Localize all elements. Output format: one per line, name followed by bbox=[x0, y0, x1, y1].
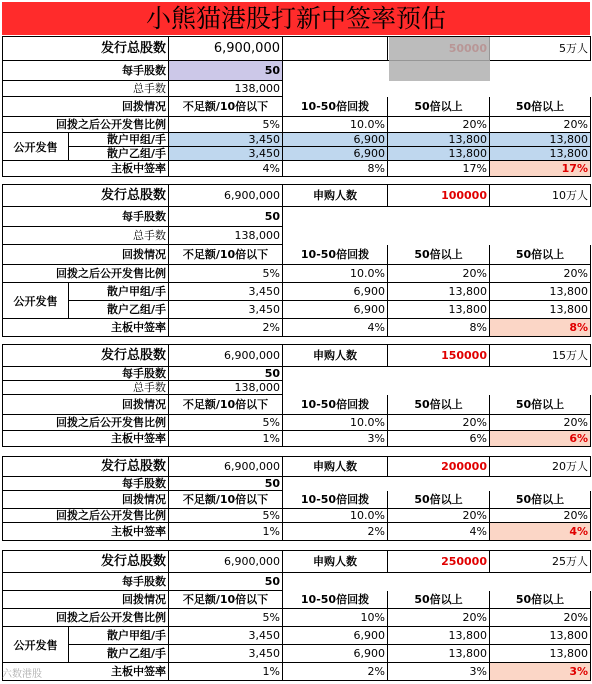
page-title: 小熊猫港股打新中签率预估 bbox=[2, 2, 590, 35]
value-total-shares: 6,900,000 bbox=[169, 37, 283, 61]
value-lot-size: 50 bbox=[169, 367, 283, 381]
group-b-col-3: 13,800 bbox=[388, 301, 490, 319]
row-lot-size bbox=[3, 573, 591, 591]
ratio-col-1: 5% bbox=[169, 509, 283, 523]
label-applicants: 申购人数 bbox=[283, 551, 388, 573]
row-clawback-header bbox=[3, 591, 591, 609]
ratio-col-1: 5% bbox=[169, 609, 283, 627]
header-col-4: 50倍以上 bbox=[490, 491, 591, 509]
cell-blank bbox=[283, 37, 388, 61]
group-b-col-2: 6,900 bbox=[283, 301, 388, 319]
label-public-offer: 公开发售 bbox=[3, 133, 69, 161]
label-ratio: 回拨之后公开发售比例 bbox=[3, 117, 169, 133]
row-lot-size bbox=[3, 61, 591, 81]
label-clawback: 回拨情况 bbox=[3, 97, 169, 117]
group-a-col-2: 6,900 bbox=[283, 283, 388, 301]
value-lot-size: 50 bbox=[169, 573, 283, 591]
rate-col-2: 8% bbox=[283, 161, 388, 177]
group-a-col-2: 6,900 bbox=[283, 133, 388, 147]
row-total-shares bbox=[3, 185, 591, 207]
label-total-shares: 发行总股数 bbox=[3, 345, 169, 367]
value-total-shares: 6,900,000 bbox=[169, 185, 283, 207]
header-col-2: 10-50倍回拨 bbox=[283, 591, 388, 609]
rate-col-4: 8% bbox=[490, 319, 591, 337]
header-col-3: 50倍以上 bbox=[388, 395, 490, 415]
header-col-1: 不足额/10倍以下 bbox=[169, 591, 283, 609]
row-total-shares bbox=[3, 345, 591, 367]
label-rate: 主板中签率 bbox=[3, 431, 169, 447]
group-a-col-1: 3,450 bbox=[169, 283, 283, 301]
row-ratio bbox=[3, 265, 591, 283]
ratio-col-3: 20% bbox=[388, 609, 490, 627]
rate-col-1: 1% bbox=[169, 523, 283, 541]
group-a-col-4: 13,800 bbox=[490, 133, 591, 147]
label-lot-size: 每手股数 bbox=[3, 477, 169, 491]
header-col-3: 50倍以上 bbox=[388, 245, 490, 265]
value-applicants-label: 20万人 bbox=[490, 457, 591, 477]
label-lot-size: 每手股数 bbox=[3, 207, 169, 227]
label-lot-size: 每手股数 bbox=[3, 573, 169, 591]
row-clawback-header bbox=[3, 491, 591, 509]
header-col-2: 10-50倍回拨 bbox=[283, 395, 388, 415]
group-b-col-4: 13,800 bbox=[490, 301, 591, 319]
label-clawback: 回拨情况 bbox=[3, 245, 169, 265]
value-applicants-label: 5万人 bbox=[490, 37, 591, 61]
row-group-a bbox=[3, 283, 591, 301]
header-col-4: 50倍以上 bbox=[490, 395, 591, 415]
ratio-col-2: 10% bbox=[283, 609, 388, 627]
label-group-a: 散户甲组/手 bbox=[69, 283, 169, 301]
label-group-b: 散户乙组/手 bbox=[69, 301, 169, 319]
row-total-shares bbox=[3, 457, 591, 477]
label-total-shares: 发行总股数 bbox=[3, 551, 169, 573]
label-group-b: 散户乙组/手 bbox=[69, 147, 169, 161]
rate-col-1: 1% bbox=[169, 663, 283, 681]
value-lot-size: 50 bbox=[169, 61, 283, 81]
group-b-col-3: 13,800 bbox=[388, 645, 490, 663]
row-group-a bbox=[3, 627, 591, 645]
label-lot-size: 每手股数 bbox=[3, 61, 169, 81]
label-rate: 主板中签率 bbox=[3, 663, 169, 681]
label-rate: 主板中签率 bbox=[3, 161, 169, 177]
group-b-col-1: 3,450 bbox=[169, 301, 283, 319]
rate-col-1: 4% bbox=[169, 161, 283, 177]
rate-col-2: 4% bbox=[283, 319, 388, 337]
label-clawback: 回拨情况 bbox=[3, 591, 169, 609]
value-lot-size: 50 bbox=[169, 207, 283, 227]
label-total-shares: 发行总股数 bbox=[3, 185, 169, 207]
estimate-table-250000 bbox=[2, 550, 591, 681]
header-col-1: 不足额/10倍以下 bbox=[169, 395, 283, 415]
value-applicants: 100000 bbox=[388, 185, 490, 207]
group-b-col-3: 13,800 bbox=[388, 147, 490, 161]
row-clawback-header bbox=[3, 395, 591, 415]
group-a-col-4: 13,800 bbox=[490, 627, 591, 645]
label-total-lots: 总手数 bbox=[3, 381, 169, 395]
label-total-lots: 总手数 bbox=[3, 81, 169, 97]
group-a-col-3: 13,800 bbox=[388, 133, 490, 147]
label-ratio: 回拨之后公开发售比例 bbox=[3, 265, 169, 283]
value-total-shares: 6,900,000 bbox=[169, 551, 283, 573]
header-col-2: 10-50倍回拨 bbox=[283, 97, 388, 117]
rate-col-4: 17% bbox=[490, 161, 591, 177]
group-a-col-2: 6,900 bbox=[283, 627, 388, 645]
value-applicants-label: 25万人 bbox=[490, 551, 591, 573]
ratio-col-3: 20% bbox=[388, 509, 490, 523]
header-col-4: 50倍以上 bbox=[490, 245, 591, 265]
value-applicants-label: 10万人 bbox=[490, 185, 591, 207]
row-total-lots bbox=[3, 81, 591, 97]
value-total-lots: 138,000 bbox=[169, 227, 283, 245]
header-col-1: 不足额/10倍以下 bbox=[169, 491, 283, 509]
group-b-col-4: 13,800 bbox=[490, 645, 591, 663]
estimate-table-100000 bbox=[2, 184, 591, 337]
rate-col-3: 17% bbox=[388, 161, 490, 177]
group-a-col-1: 3,450 bbox=[169, 627, 283, 645]
ratio-col-2: 10.0% bbox=[283, 415, 388, 431]
value-applicants: 200000 bbox=[388, 457, 490, 477]
rate-col-3: 3% bbox=[388, 663, 490, 681]
row-ratio bbox=[3, 509, 591, 523]
value-total-shares: 6,900,000 bbox=[169, 457, 283, 477]
ratio-col-1: 5% bbox=[169, 117, 283, 133]
label-public-offer: 公开发售 bbox=[3, 283, 69, 319]
label-rate: 主板中签率 bbox=[3, 319, 169, 337]
label-applicants: 申购人数 bbox=[283, 345, 388, 367]
row-clawback-header bbox=[3, 97, 591, 117]
row-total-shares bbox=[3, 551, 591, 573]
row-total-shares bbox=[3, 37, 591, 61]
group-b-col-4: 13,800 bbox=[490, 147, 591, 161]
watermark: 六数港股 bbox=[2, 669, 42, 680]
row-ratio bbox=[3, 117, 591, 133]
row-lot-size bbox=[3, 207, 591, 227]
label-group-b: 散户乙组/手 bbox=[69, 645, 169, 663]
ratio-col-2: 10.0% bbox=[283, 509, 388, 523]
ratio-col-3: 20% bbox=[388, 415, 490, 431]
group-b-col-1: 3,450 bbox=[169, 645, 283, 663]
value-applicants: 250000 bbox=[388, 551, 490, 573]
row-group-b bbox=[3, 147, 591, 161]
group-a-col-1: 3,450 bbox=[169, 133, 283, 147]
ratio-col-3: 20% bbox=[388, 117, 490, 133]
group-a-col-3: 13,800 bbox=[388, 627, 490, 645]
header-col-1: 不足额/10倍以下 bbox=[169, 97, 283, 117]
header-col-1: 不足额/10倍以下 bbox=[169, 245, 283, 265]
rate-col-3: 8% bbox=[388, 319, 490, 337]
label-lot-size: 每手股数 bbox=[3, 367, 169, 381]
ratio-col-2: 10.0% bbox=[283, 265, 388, 283]
header-col-4: 50倍以上 bbox=[490, 591, 591, 609]
header-col-2: 10-50倍回拨 bbox=[283, 491, 388, 509]
ratio-col-4: 20% bbox=[490, 117, 591, 133]
row-lot-size bbox=[3, 477, 591, 491]
header-col-4: 50倍以上 bbox=[490, 97, 591, 117]
estimate-table-50000 bbox=[2, 36, 591, 177]
estimate-table-200000 bbox=[2, 456, 591, 541]
rate-col-2: 2% bbox=[283, 523, 388, 541]
ratio-col-1: 5% bbox=[169, 415, 283, 431]
label-total-lots: 总手数 bbox=[3, 227, 169, 245]
rate-col-3: 6% bbox=[388, 431, 490, 447]
rate-col-4: 6% bbox=[490, 431, 591, 447]
label-group-a: 散户甲组/手 bbox=[69, 133, 169, 147]
header-col-3: 50倍以上 bbox=[388, 97, 490, 117]
row-group-a bbox=[3, 133, 591, 147]
label-total-shares: 发行总股数 bbox=[3, 37, 169, 61]
ratio-col-1: 5% bbox=[169, 265, 283, 283]
estimate-table-150000 bbox=[2, 344, 591, 447]
rate-col-1: 1% bbox=[169, 431, 283, 447]
value-applicants-label: 15万人 bbox=[490, 345, 591, 367]
row-rate bbox=[3, 161, 591, 177]
label-public-offer: 公开发售 bbox=[3, 627, 69, 663]
row-ratio bbox=[3, 415, 591, 431]
group-b-col-2: 6,900 bbox=[283, 645, 388, 663]
ratio-col-2: 10.0% bbox=[283, 117, 388, 133]
label-rate: 主板中签率 bbox=[3, 523, 169, 541]
row-rate bbox=[3, 319, 591, 337]
row-clawback-header bbox=[3, 245, 591, 265]
group-a-col-3: 13,800 bbox=[388, 283, 490, 301]
ratio-col-4: 20% bbox=[490, 265, 591, 283]
row-group-b bbox=[3, 645, 591, 663]
rate-col-4: 4% bbox=[490, 523, 591, 541]
label-applicants: 申购人数 bbox=[283, 457, 388, 477]
label-group-a: 散户甲组/手 bbox=[69, 627, 169, 645]
label-applicants: 申购人数 bbox=[283, 185, 388, 207]
value-total-lots: 138,000 bbox=[169, 81, 283, 97]
group-b-col-2: 6,900 bbox=[283, 147, 388, 161]
row-group-b bbox=[3, 301, 591, 319]
ratio-col-3: 20% bbox=[388, 265, 490, 283]
row-ratio bbox=[3, 609, 591, 627]
row-rate bbox=[3, 431, 591, 447]
label-ratio: 回拨之后公开发售比例 bbox=[3, 609, 169, 627]
rate-col-3: 4% bbox=[388, 523, 490, 541]
group-a-col-4: 13,800 bbox=[490, 283, 591, 301]
ratio-col-4: 20% bbox=[490, 415, 591, 431]
rate-col-2: 3% bbox=[283, 431, 388, 447]
label-clawback: 回拨情况 bbox=[3, 491, 169, 509]
row-lot-size bbox=[3, 367, 591, 381]
label-clawback: 回拨情况 bbox=[3, 395, 169, 415]
rate-col-4: 3% bbox=[490, 663, 591, 681]
header-col-2: 10-50倍回拨 bbox=[283, 245, 388, 265]
rate-col-1: 2% bbox=[169, 319, 283, 337]
label-ratio: 回拨之后公开发售比例 bbox=[3, 509, 169, 523]
label-total-shares: 发行总股数 bbox=[3, 457, 169, 477]
value-applicants: 150000 bbox=[388, 345, 490, 367]
ratio-col-4: 20% bbox=[490, 609, 591, 627]
value-total-shares: 6,900,000 bbox=[169, 345, 283, 367]
value-total-lots: 138,000 bbox=[169, 381, 283, 395]
header-col-3: 50倍以上 bbox=[388, 591, 490, 609]
row-total-lots bbox=[3, 227, 591, 245]
label-ratio: 回拨之后公开发售比例 bbox=[3, 415, 169, 431]
header-col-3: 50倍以上 bbox=[388, 491, 490, 509]
group-b-col-1: 3,450 bbox=[169, 147, 283, 161]
row-total-lots bbox=[3, 381, 591, 395]
row-rate bbox=[3, 663, 591, 681]
row-rate bbox=[3, 523, 591, 541]
value-lot-size: 50 bbox=[169, 477, 283, 491]
rate-col-2: 2% bbox=[283, 663, 388, 681]
ratio-col-4: 20% bbox=[490, 509, 591, 523]
